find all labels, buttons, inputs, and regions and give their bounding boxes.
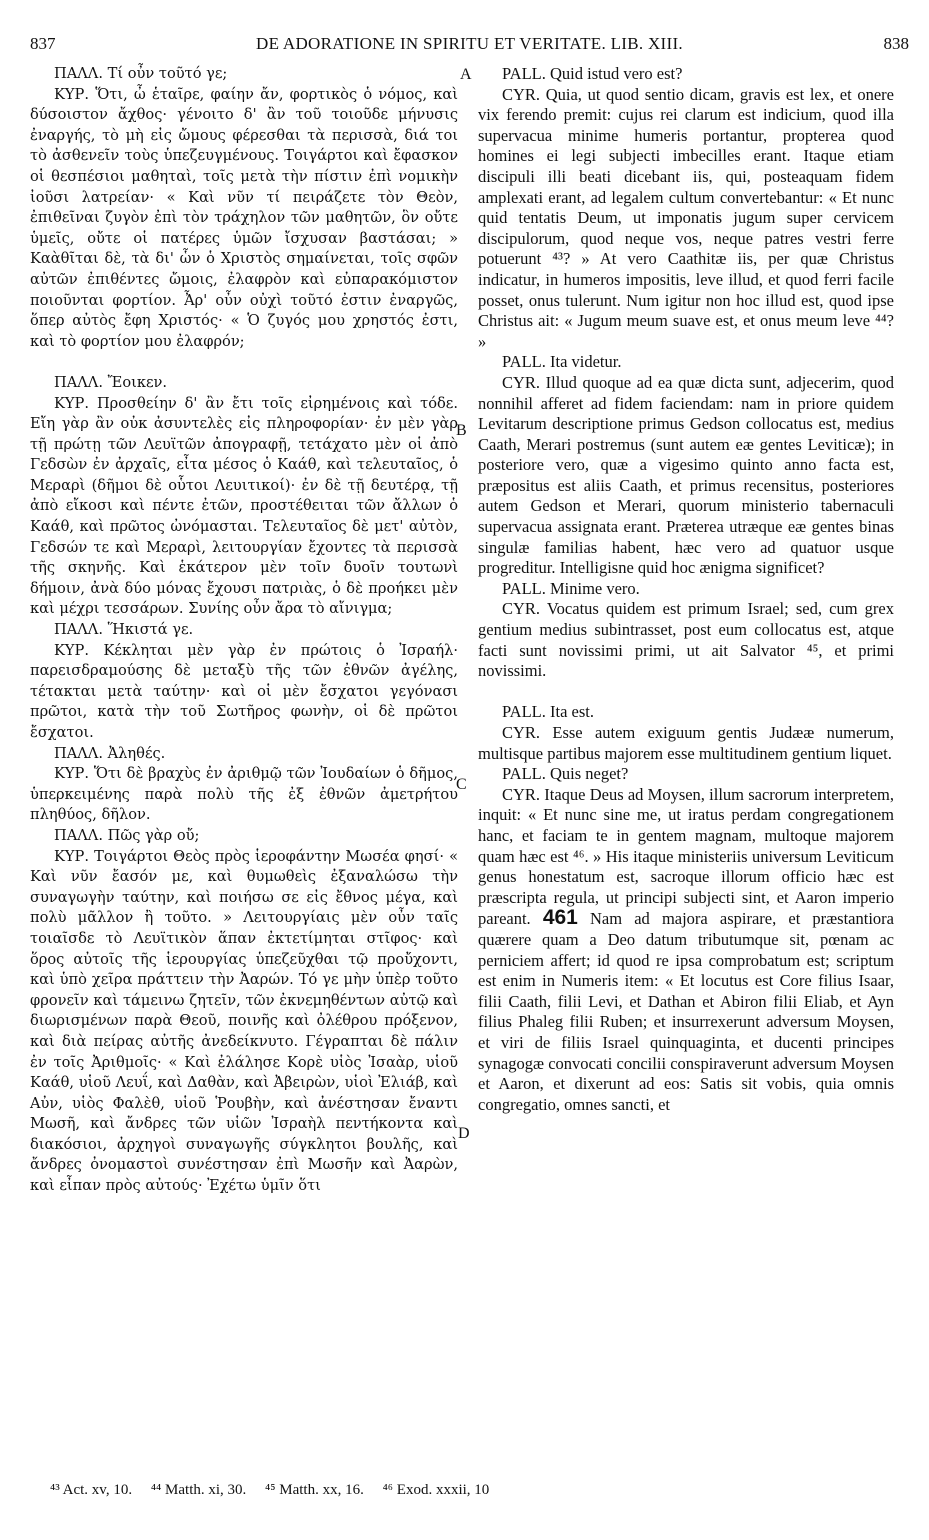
page-header xyxy=(30,34,909,58)
latin-para: CYR. Quia, ut quod sentio dicam, gravis est lex, et onere vix ferendo premit: cujus rei clarum est indicium, quod illa supervacua minime humeris portantur, propterea quod homines ei legi subjecti imbecilles erant. Itaque etiam discipuli illi beati dicebant iis, qui, posteaquam fidem amplexati erant, ad legalem cultum convertebantur: « Et nunc quid tentatis Deum, ut imponatis jugum super cervicem discipulorum, quod neque vos, neque patres vestri ferre potuerunt ⁴³? » At vero Caathitæ iis, per quæ Christus indicatur, in humeros impositis, leve illud, et quod ferri facile posset, onus tulerunt. Num igitur non hoc illud est, quod ipse Christus ait: « Jugum meum suave est, et onus meum leve ⁴⁴? » xyxy=(478,84,894,351)
greek-column xyxy=(30,64,458,1197)
greek-para: ΚΥΡ. Ὅτι δὲ βραχὺς ἐν ἀριθμῷ τῶν Ἰουδαίων ὁ δῆμος, ὑπερκειμένης παρὰ πολὺ τῆς ἐξ ἐθνῶν ἀμετρήτου πληθύος, δῆλον. xyxy=(30,765,458,824)
greek-para: ΠΑΛΛ. Πῶς γὰρ οὔ; xyxy=(54,826,200,844)
greek-para: ΚΥΡ. Προσθείην δ' ἂν ἔτι τοῖς εἰρημένοις καὶ τόδε. Εἴη γὰρ ἂν οὐκ ἀσυντελὲς εἰς πληροφορίαν· ἐν μὲν γὰρ τῇ πρώτῃ τῶν Λευϊτῶν ἀπογραφῇ, τετάχατο μὲν οἱ ἀπὸ Γεδσὼν ἐν ἀρχαῖς, εἶτα μέσος ὁ Καάθ, καὶ τελευταῖος, ὁ Μεραρὶ (δῆμοι δὲ οὗτοι Λευιτικοί)· ἐν δὲ τῇ δευτέρᾳ, τῇ ἀπὸ εἴκοσι καὶ πέντε ἐτῶν, προστέθειται τῶν ἄλλων ὁ Καάθ, καὶ πρῶτος ὠνόμασται. Τελευταῖος δὲ μετ' αὐτὸν, Γεδσών τε καὶ Μεραρὶ, λειτουργίαν ἔχοντες τὰ περισσὰ τῆς σκηνῆς. Καὶ ἑκάτερον μὲν τοῖν δυοῖν τουτωνὶ δήμοιν, ἀνὰ δύο μόνας ἔχουσι πατριὰς, ὁ δὲ προήκει μὲν καὶ μέχρι τεσσάρων. Συνίης οὖν ἄρα τὸ αἴνιγμα; xyxy=(30,394,458,618)
margin-marker-b: B xyxy=(456,422,467,439)
margin-marker-c: C xyxy=(456,776,467,793)
latin-para: PALL. Ita est. xyxy=(502,702,594,722)
page-number-right: 838 xyxy=(883,34,909,53)
latin-para: PALL. Minime vero. xyxy=(502,578,640,598)
greek-para: ΠΑΛΛ. Τί οὖν τοῦτό γε; xyxy=(54,65,228,82)
latin-para: CYR. Illud quoque ad ea quæ dicta sunt, adjecerim, quod nonnihil afferet ad fidem faciendam: nam in priore quidem Levitarum descriptione primus Gedson collocatus est, medius Caath, Merari postremus (sunt autem eæ gentes Leviticæ); in posteriore vero, quæ a vigesimo quinto anno facta est, præpositus est aliis Caath, et primus recensitus, posteriores autem Gedson et Merari, quorum ministerio tabernaculi supervacua assignata erant. Præterea utræque eæ gentes binas singulæ familias habent, hæc vero ad quatuor usque progreditur. Intelligisne quid hoc ænigma significet? xyxy=(478,372,894,578)
latin-para: PALL. Quis neget? xyxy=(502,764,629,784)
latin-para: PALL. Ita videtur. xyxy=(502,352,622,372)
footnotes: ⁴³ Act. xv, 10. ⁴⁴ Matth. xi, 30. ⁴⁵ Matth. xx, 16. ⁴⁶ Exod. xxxii, 10 xyxy=(50,1482,490,1498)
latin-column xyxy=(478,64,894,1115)
greek-para: ΚΥΡ. Ὅτι, ὦ ἑταῖρε, φαίην ἄν, φορτικὸς ὁ νόμος, καὶ δύσοιστον ἄχθος· γένοιτο δ' ἂν τοῦ τοιοῦδε μήνυσις ἐναργής, τὸ μὴ εἰς ὤμους φέρεσθαι τὰ περισσὰ, διά τοι τὸ ἀσθενεῖν τοὺς ὑπεζευγμένους. Τοιγάρτοι καὶ ἔφασκον οἱ θεσπέσιοι μαθηταὶ, τοῖς μετὰ τὴν πίστιν ἐπὶ νομικὴν ἰοῦσι λατρείαν· « Καὶ νῦν τί πειράζετε τὸν Θεὸν, ἐπιθεῖναι ζυγὸν ἐπὶ τὸν τράχηλον τῶν μαθητῶν, ὃν οὔτε ὑμεῖς, οὔτε οἱ πατέρες ὑμῶν ἴσχυσαν βαστάσαι; » Καὰθῖται δὲ, τὰ δι' ὧν ὁ Χριστὸς σημαίνεται, τοῖς σφῶν αὐτῶν ἐπιθέντες ὤμοις, ἐλαφρὸν καὶ εὐπαρακόμιστον ποιοῦνται φορτίον. Ἆρ' οὖν οὐχὶ τοῦτό ἐστιν ἐναργῶς, ὅπερ αὐτὸς ἔφη Χριστός· « Ὁ ζυγός μου χρηστός ἐστι, καὶ τὸ φορτίον μου ἐλαφρόν; xyxy=(30,85,458,350)
greek-para: ΚΥΡ. Κέκληται μὲν γὰρ ἐν πρώτοις ὁ Ἰσραήλ· παρεισδραμούσης δὲ μεταξὺ τῆς τῶν ἐθνῶν ἀγέλης, τέτακται μετὰ ταύτην· καὶ οἱ μὲν ἔσχατοι γεγόνασι πρῶτοι, κατὰ τὴν τοῦ Σωτῆρος φωνὴν, οἱ δὲ πρῶτοι ἔσχατοι. xyxy=(30,641,458,741)
latin-para: CYR. Esse autem exiguum gentis Judææ numerum, multisque partibus majorem esse multitudinem gentium liquet. xyxy=(478,723,894,763)
greek-para: ΠΑΛΛ. Ἥκιστά γε. xyxy=(54,621,194,639)
page-number-left: 837 xyxy=(30,34,56,53)
latin-para: PALL. Quid istud vero est? xyxy=(502,64,683,83)
running-title: DE ADORATIONE IN SPIRITU ET VERITATE. LIB. XIII. xyxy=(256,34,683,53)
greek-para: ΠΑΛΛ. Ἀληθές. xyxy=(54,744,166,762)
latin-text: CYR. Itaque Deus ad Moysen, illum sacrorum interpretem, inquit: « Et nunc sine me, ut iratus perdam congregationem hanc, et faciam te in gentem magnam, multoque majorem quam hæc est ⁴⁶. » His itaque ministeriis universum Leviticum genus honestatum est, sacroque illorum officio hæc est præscripta regula, ut principi subjecti sint, et Aaron imperio pareant. xyxy=(478,784,894,929)
margin-marker-d: D xyxy=(458,1125,470,1142)
latin-para: CYR. Vocatus quidem est primum Israel; sed, cum grex gentium medius subintrasset, post eum collocatus est, atque facti sunt novissimi primi, ut ait Salvator ⁴⁵, et primi novissimi. xyxy=(478,599,894,681)
margin-marker-a: A xyxy=(460,66,472,83)
greek-para: ΠΑΛΛ. Ἔοικεν. xyxy=(54,373,168,391)
column-number: 461 xyxy=(542,906,578,930)
latin-text: Nam ad majora aspirare, et præstantiora quærere quam a Deo datum tributumque sit, pœnam ac perniciem affert; id quod re ipsa comprobatum est; scriptum est enim in Numeris item: « Et locutus est Core filius Isaar, filii Caath, filii Levi, et Dathan et Abiron filii Eliab, et Ayn filius Phaleg filii Ruben; et insurrexerunt adversum Moysen, et viri de filiis Israel quinquaginta, et ducenti principes synagogæ convocati concilii conspiraverunt adversum Moysen et Aaron, et dixerunt ad eos: Satis sit vobis, quia omnis congregatio, omnes sancti, et xyxy=(478,909,894,1114)
greek-para: ΚΥΡ. Τοιγάρτοι Θεὸς πρὸς ἱεροφάντην Μωσέα φησί· « Καὶ νῦν ἔασόν με, καὶ θυμωθεὶς ἐξαναλώσω τὴν συναγωγὴν ταύτην, καὶ ποιήσω σε εἰς ἔθνος μέγα, καὶ πολὺ μᾶλλον ἢ τοῦτο. » Λειτουργίαις μὲν οὖν ταῖς τοιαῖσδε τὸ Λευϊτικὸν ἅπαν ἐκτετίμηται στῖφος· καὶ ὅρος αὐτοῖς τῆς ἱερουργίας ὑπεζεῦχθαι τῷ προὔχοντι, καὶ ὑπὸ χεῖρα πράττειν τὴν Ἀαρών. Τό γε μὴν ὑπὲρ τοῦτο φρονεῖν καὶ τάμεινω ζητεῖν, τῶν ἐκνεμηθέντων αὐτῷ καὶ διωρισμένων παρὰ Θεοῦ, ποινῆς καὶ ὀλέθρου πρόξενον, καὶ διὰ πείρας αὐτῆς ἀνεδείκνυτο. Γέγραπται δὲ πάλιν ἐν τοῖς Ἀριθμοῖς· « Καὶ ἐλάλησε Κορὲ υἱὸς Ἰσαὰρ, υἱοῦ Καάθ, υἱοῦ Λευΐ, καὶ Δαθὰν, καὶ Ἀβειρὼν, υἱοὶ Ἐλιάβ, καὶ Αὐν, υἱὸς Φαλὲθ, υἱοῦ Ῥουβὴν, καὶ ἀνέστησαν ἔναντι Μωσῆ, καὶ ἄνδρες τῶν υἱῶν Ἰσραὴλ πεντήκοντα καὶ διακόσιοι, ἀρχηγοὶ συναγωγῆς σύγκλητοι βουλῆς, καὶ ἄνδρες ὀνομαστοὶ συνέστησαν ἐπὶ Μωσῆν καὶ Ἀαρὼν, καὶ εἶπαν πρὸς αὐτούς· Ἐχέτω ὑμῖν ὅτι xyxy=(30,847,458,1195)
latin-para xyxy=(478,785,894,1116)
